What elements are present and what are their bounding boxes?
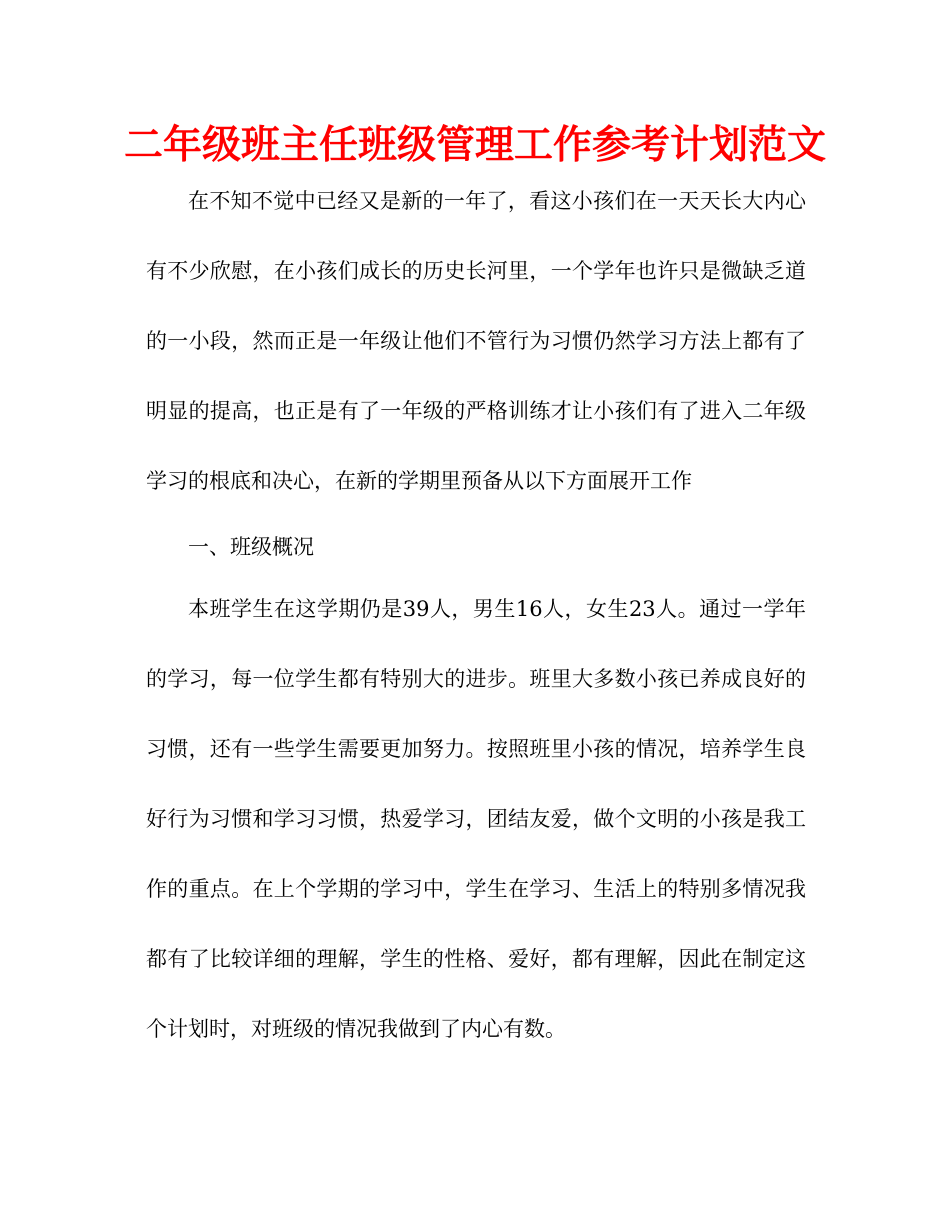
intro-paragraph: 在不知不觉中已经又是新的一年了，看这小孩们在一天天长大内心有不少欣慰，在小孩们成长的历史长河里，一个学年也许只是微缺乏道的一小段，然而正是一年级让他们不管行为习惯仍然学习方法上都有了明显的提高，也正是有了一年级的严格训练才让小孩们有了进入二年级学习的根底和决心，在新的学期里预备从以下方面展开工作 (146, 189, 806, 493)
section-heading-class-overview: 一、班级概况 (188, 535, 314, 559)
document-title: 二年级班主任班级管理工作参考计划范文 (123, 123, 826, 168)
document-body (146, 166, 806, 1064)
class-overview-paragraph: 本班学生在这学期仍是39人，男生16人，女生23人。通过一学年的学习，每一位学生都有特别大的进步。班里大多数小孩已养成良好的习惯，还有一些学生需要更加努力。按照班里小孩的情况，培养学生良好行为习惯和学习习惯，热爱学习，团结友爱，做个文明的小孩是我工作的重点。在上个学期的学习中，学生在学习、生活上的特别多情况我都有了比较详细的理解，学生的性格、爱好，都有理解，因此在制定这个计划时，对班级的情况我做到了内心有数。 (146, 597, 806, 1041)
